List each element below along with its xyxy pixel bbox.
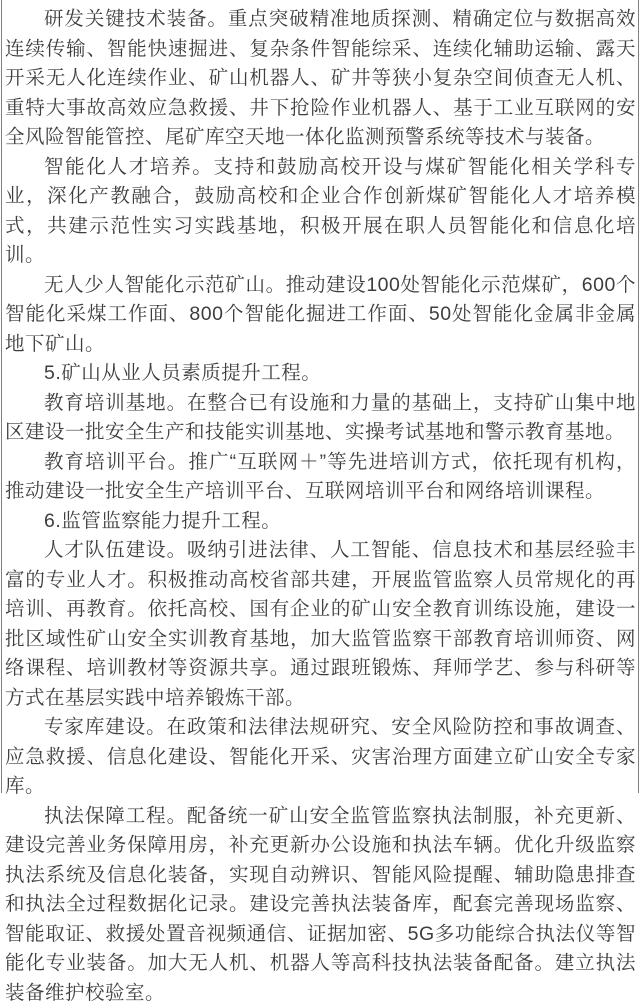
document-page [1, 0, 639, 793]
paragraph-talent-cultivation: 智能化人才培养。支持和鼓励高校开设与煤矿智能化相关学科专业，深化产教融合，鼓励高校和企业合作创新煤矿智能化人才培养模式，共建示范性实习实践基地，积极开展在职人员智能化和信息化培训。 [5, 153, 636, 271]
heading-item-5: 5.矿山从业人员素质提升工程。 [5, 359, 636, 389]
paragraph-personnel-team: 人才队伍建设。吸纳引进法律、人工智能、信息技术和基层经验丰富的专业人才。积极推动高校省部共建，开展监管监察人员常规化的再培训、再教育。依托高校、国有企业的矿山安全教育训练设施，建设一批区域性矿山安全实训教育基地，加大监管监察干部教育培训师资、网络课程、培训教材等资源共享。通过跟班锻炼、拜师学艺、参与科研等方式在基层实践中培养锻炼干部。 [5, 536, 636, 713]
paragraph-expert-database: 专家库建设。在政策和法律法规研究、安全风险防控和事故调查、应急救援、信息化建设、智能化开采、灾害治理方面建立矿山安全专家库。 [5, 713, 636, 802]
paragraph-training-bases: 教育培训基地。在整合已有设施和力量的基础上，支持矿山集中地区建设一批安全生产和技能实训基地、实操考试基地和警示教育基地。 [5, 389, 636, 448]
paragraph-law-enforcement: 执法保障工程。配备统一矿山安全监管监察执法制服，补充更新、建设完善业务保障用房，补充更新办公设施和执法车辆。优化升级监察执法系统及信息化装备，实现自动辨识、智能风险提醒、辅助隐患排查和执法全过程数据化记录。建设完善执法装备库，配套完善现场监察、智能取证、救援处置音视频通信、证据加密、5G多功能综合执法仪等智能化专业装备。加大无人机、机器人等高科技执法装备配备。建立执法装备维护校验室。 [5, 802, 636, 1008]
paragraph-key-tech-equipment: 研发关键技术装备。重点突破精准地质探测、精确定位与数据高效连续传输、智能快速掘进、复杂条件智能综采、连续化辅助运输、露天开采无人化连续作业、矿山机器人、矿井等狭小复杂空间侦查无人机、重特大事故高效应急救援、井下抢险作业机器人、基于工业互联网的安全风险智能管控、尾矿库空天地一体化监测预警系统等技术与装备。 [5, 5, 636, 153]
paragraph-demo-mines: 无人少人智能化示范矿山。推动建设100处智能化示范煤矿，600个智能化采煤工作面、800个智能化掘进工作面、50处智能化金属非金属地下矿山。 [5, 271, 636, 360]
heading-item-6: 6.监管监察能力提升工程。 [5, 507, 636, 537]
paragraph-training-platforms: 教育培训平台。推广“互联网＋”等先进培训方式，依托现有机构，推动建设一批安全生产培训平台、互联网培训平台和网络培训课程。 [5, 448, 636, 507]
